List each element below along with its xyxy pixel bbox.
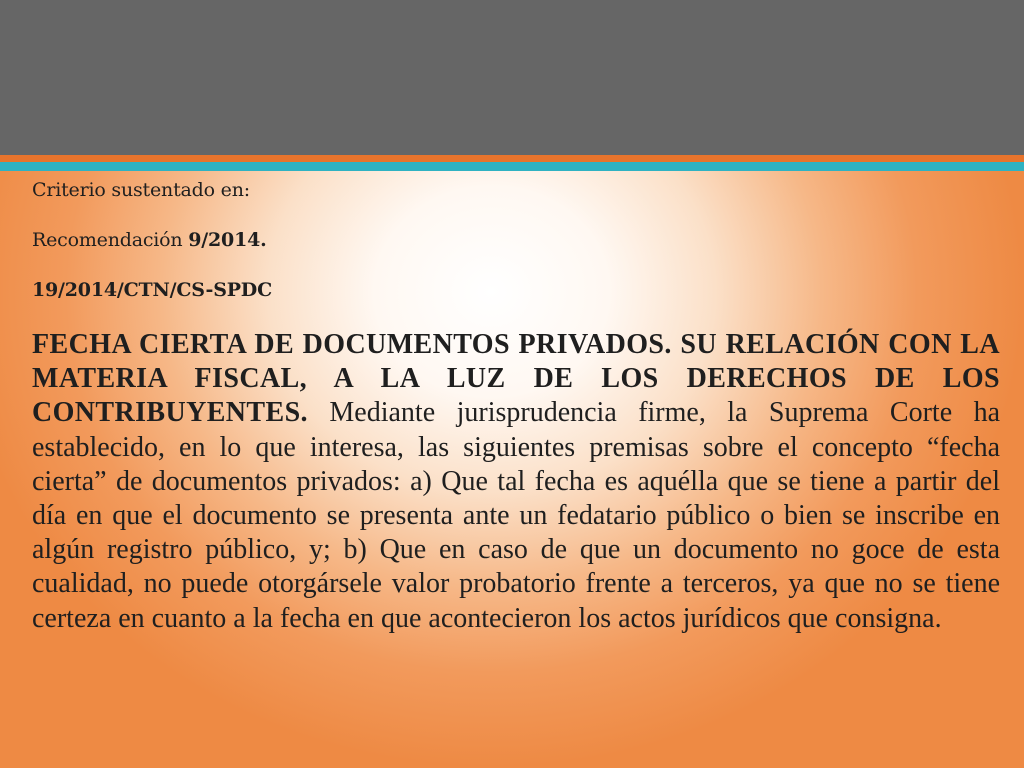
slide-content (32, 178, 1000, 636)
thesis-heading: FECHA CIERTA DE DOCUMENTOS PRIVADOS. SU RELACIÓN CON LA MATERIA FISCAL, A LA LUZ DE LOS DERECHOS DE LOS CONTRIBUYENTES. (32, 329, 1000, 429)
header-band (0, 0, 1024, 155)
reference-code-line (32, 278, 1000, 302)
reference-code: 19/2014/CTN/CS-SPDC (32, 279, 272, 301)
thesis-body: Mediante jurisprudencia firme, la Suprema Corte ha establecido, en lo que interesa, las siguientes premisas sobre el concepto “fecha cierta” de documentos privados: a) Que tal fecha es aquélla que se tiene a partir del día en que el documento se presenta ante un fedatario público o bien se inscribe en algún registro público, y; b) Que en caso de que un documento no goce de esta cualidad, no puede otorgársele valor probatorio frente a terceros, ya que no se tiene certeza en cuanto a la fecha en que acontecieron los actos jurídicos que consigna. (32, 397, 1000, 634)
recomendacion-line (32, 228, 1000, 252)
thesis-paragraph (32, 328, 1000, 636)
header-stripe-teal (0, 162, 1024, 171)
recomendacion-label: Recomendación (32, 229, 189, 251)
criterio-label: Criterio sustentado en: (32, 179, 250, 201)
header-stripe-orange (0, 155, 1024, 162)
recomendacion-number: 9/2014. (188, 229, 267, 251)
